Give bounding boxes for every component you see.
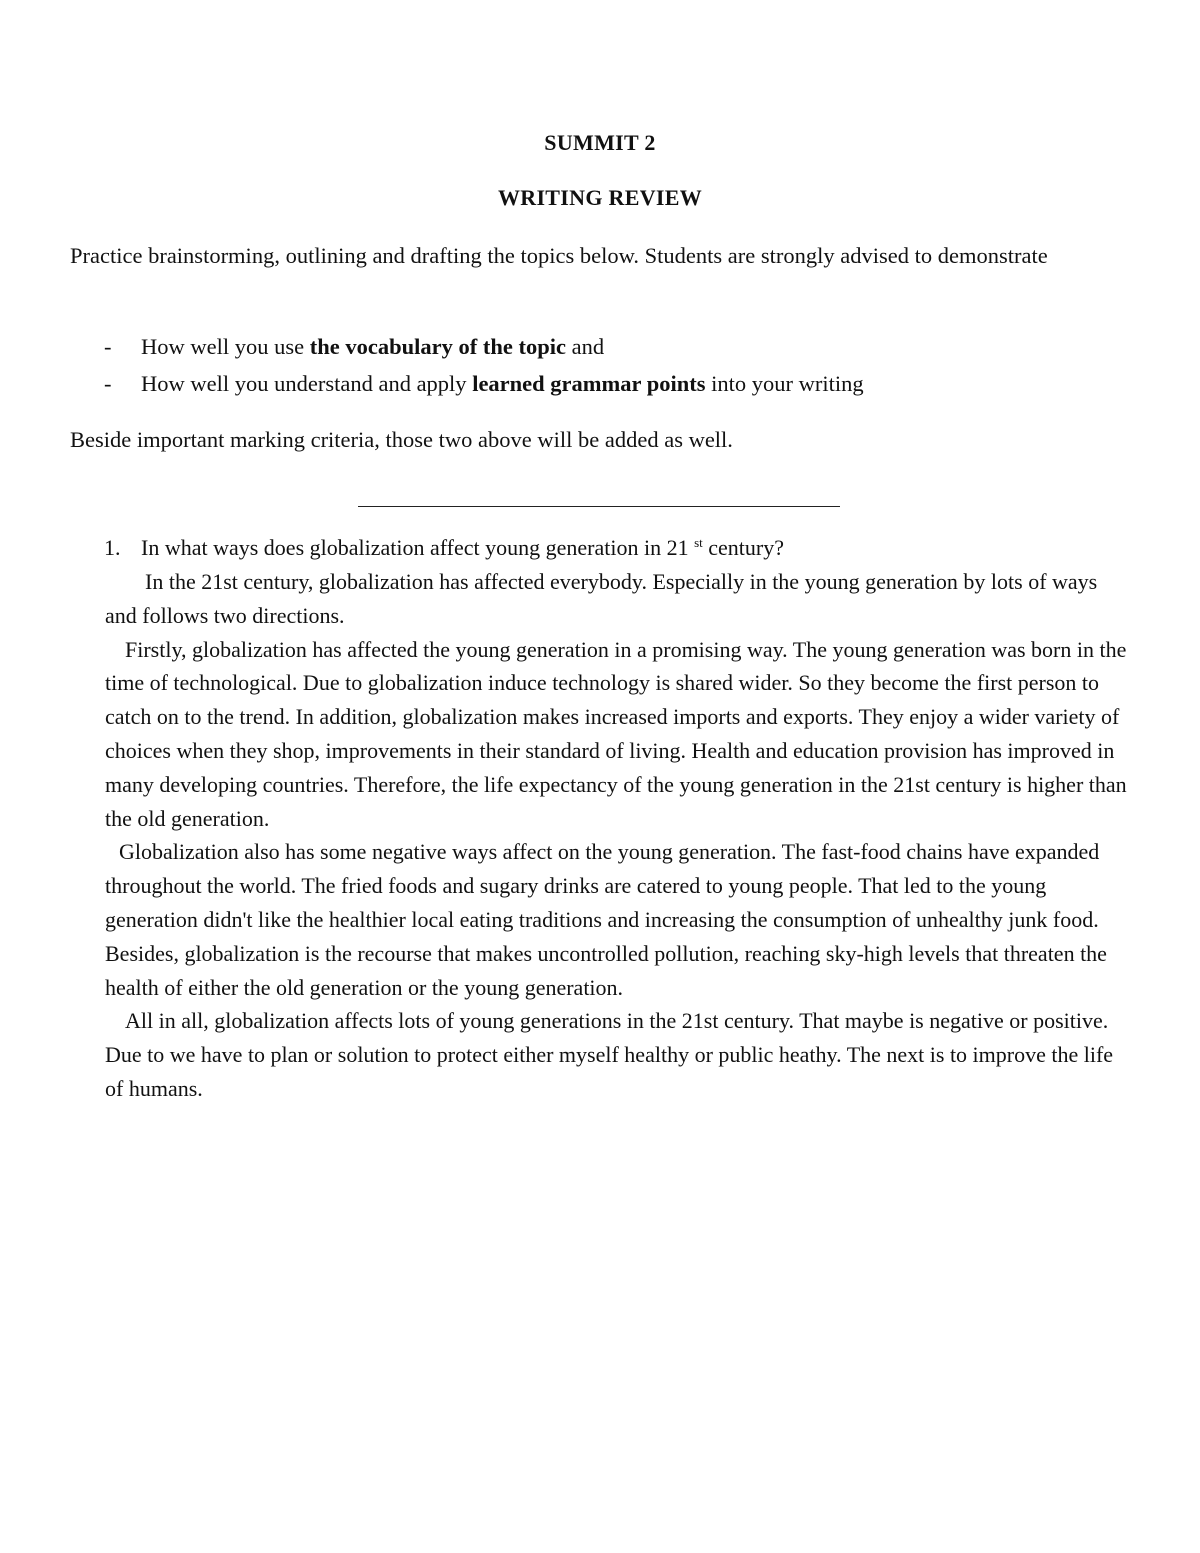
criteria-text: How well you understand and apply [141,371,473,396]
answer-paragraph: Globalization also has some negative ways affect on the young generation. The fast-food chains have expanded throughout the world. The fried foods and sugary drinks are catered to young people. That led to the young generation didn't like the healthier local eating traditions and increasing the consumption of unhealthy junk food. Besides, globalization is the recourse that makes uncontrolled pollution, reaching sky-high levels that threaten the health of either the old generation or the young generation. [105,839,1107,1000]
document-title: SUMMIT 2 [544,130,656,155]
dash-bullet: - [104,371,112,396]
question-number: 1. [104,535,121,560]
intro-paragraph: Practice brainstorming, outlining and drafting the topics below. Students are strongly advised to demonstrate [70,243,1048,268]
answer-paragraph: In the 21st century, globalization has affected everybody. Especially in the young generation by lots of ways and follows two directions. [105,569,1098,628]
criteria-text: and [565,334,605,359]
question-heading [104,531,1134,565]
question-text: In what ways does globalization affect young generation in 21 [141,535,689,560]
answer-body [105,565,1133,1106]
question-text-end: century? [702,535,785,560]
beside-paragraph: Beside important marking criteria, those two above will be added as well. [70,427,733,452]
section-divider [358,506,840,507]
criteria-item [104,365,1134,402]
criteria-text: How well you use [141,334,310,359]
criteria-text: into your writing [705,371,864,396]
criteria-bold-text: learned grammar points [472,371,706,396]
criteria-list [104,328,1134,402]
answer-paragraph: All in all, globalization affects lots of young generations in the 21st century. That maybe is negative or positive. Due to we have to plan or solution to protect either myself healthy or public heathy. The next is to improve the life of humans. [105,1008,1114,1101]
criteria-item [104,328,1134,365]
answer-paragraph: Firstly, globalization has affected the young generation in a promising way. The young generation was born in the time of technological. Due to globalization induce technology is shared wider. So they become the first person to catch on to the trend. In addition, globalization makes increased imports and exports. They enjoy a wider variety of choices when they shop, improvements in their standard of living. Health and education provision has improved in many developing countries. Therefore, the life expectancy of the young generation in the 21st century is higher than the old generation. [105,636,1127,831]
criteria-bold-text: the vocabulary of the topic [309,334,566,359]
document-subtitle: WRITING REVIEW [497,185,703,210]
dash-bullet: - [104,334,112,359]
question-superscript: st [694,535,703,550]
